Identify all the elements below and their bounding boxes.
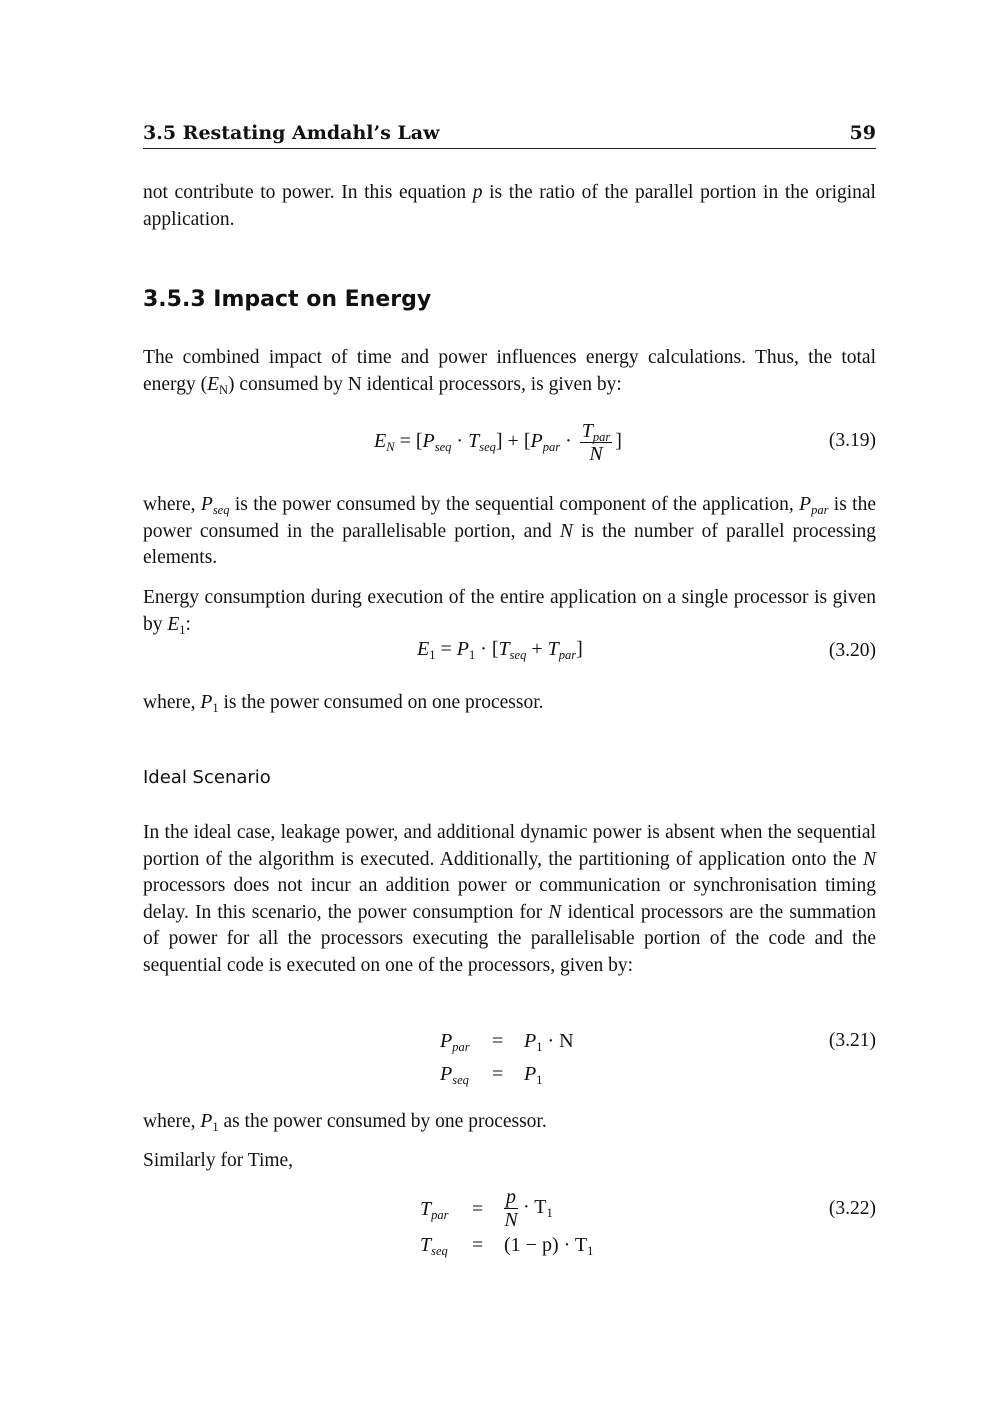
eq-3-21-row2-lhs: $P_{seq}$ bbox=[440, 1063, 469, 1087]
fraction: $\frac{T_{par}}{N}$ bbox=[581, 420, 611, 465]
paragraph-where-2: where, $P_1$ is the power consumed on one processor. bbox=[143, 692, 544, 715]
eq-3-22-row1-eq: = bbox=[472, 1198, 484, 1220]
paragraph-energy: The combined impact of time and power influences energy calculations. Thus, the total energy $(E_N)$ consumed by N identical processors, is given by: bbox=[143, 347, 876, 397]
equation-number-3-21: (3.21) bbox=[828, 1030, 876, 1051]
paragraph-intro: not contribute to power. In this equation p is the ratio of the parallel portion in the original application. bbox=[143, 182, 876, 230]
page-number: 59 bbox=[849, 122, 876, 144]
equation-number-3-22: (3.22) bbox=[828, 1198, 876, 1219]
equation-number-3-19: (3.19) bbox=[828, 430, 876, 451]
eq-3-22-row2-lhs: $T_{seq}$ bbox=[420, 1234, 448, 1258]
eq-3-22-row2-eq: = bbox=[472, 1234, 484, 1256]
paragraph-time: Similarly for Time, bbox=[143, 1150, 294, 1171]
running-header-title: 3.5 Restating Amdahl’s Law bbox=[143, 122, 440, 144]
eq-3-22-row1-lhs: $T_{par}$ bbox=[420, 1198, 449, 1222]
paragraph-where-1: where, $P_{seq}$ is the power consumed by the sequential component of the application, $P_{par}$ is the power consumed in the parallelisable portion, and N is the number of parallel processing elements. bbox=[143, 494, 877, 568]
eq-3-22-row2-rhs: $(1 - p) \cdot T_1$ bbox=[504, 1234, 594, 1258]
paragraph-ideal: In the ideal case, leakage power, and additional dynamic power is absent when the sequential portion of the algorithm is executed. Additionally, the partitioning of application onto the N processors does not incur an addition power or communication or synchronisation timing delay. In this scenario, the power consumption for N identical processors are the summation of power for all the processors executing the parallelisable portion of the code and the sequential code is executed on one of the processors, given by: bbox=[143, 822, 876, 976]
equation-number-3-20: (3.20) bbox=[828, 640, 876, 661]
eq-3-21-row1-lhs: $P_{par}$ bbox=[440, 1030, 470, 1054]
paragraph-where-3: where, $P_1$ as the power consumed by one processor. bbox=[143, 1111, 547, 1134]
eq-3-22-row1-rhs: $\frac{p}{N}$ · $T_1$ bbox=[504, 1186, 553, 1231]
equation-3-19: $E_N = [P_{seq} \cdot T_{seq}] + [P_{par}$ · $\frac{T_{par}}{N}$ ] bbox=[374, 420, 622, 465]
equation-3-20: $E_1 = P_1 \cdot [T_{seq} + T_{par}]$ bbox=[417, 638, 583, 662]
eq-3-21-row1-eq: = bbox=[492, 1030, 504, 1052]
eq-3-21-row2-rhs: $P_1$ bbox=[524, 1063, 543, 1087]
eq-3-21-row1-rhs: $P_1 \cdot N$ bbox=[524, 1030, 574, 1054]
section-heading: 3.5.3 Impact on Energy bbox=[143, 287, 432, 312]
header-rule bbox=[143, 148, 876, 149]
eq-3-21-row2-eq: = bbox=[492, 1063, 504, 1085]
subsection-heading: Ideal Scenario bbox=[143, 767, 271, 788]
paragraph-single-processor: Energy consumption during execution of the entire application on a single processor is given by $E_1$: bbox=[143, 587, 876, 637]
